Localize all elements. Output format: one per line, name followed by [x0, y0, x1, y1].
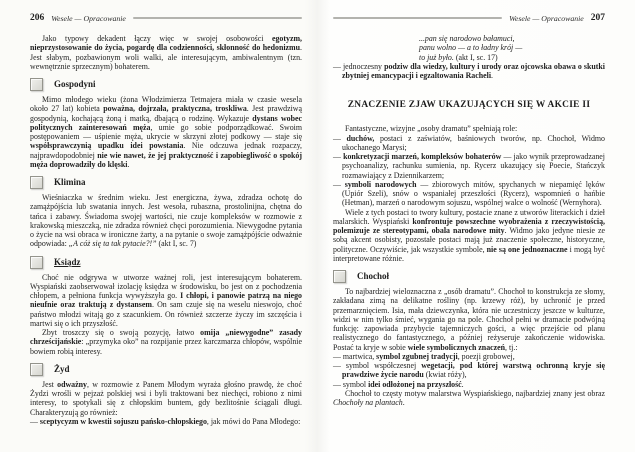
section-heading — [30, 176, 302, 189]
section-title: Klimina — [54, 177, 86, 188]
verse-quote — [419, 34, 605, 62]
header-rule-left — [133, 17, 302, 20]
bullet-item: — konkretyzacji marzeń, kompleksów bohaterów — jako wynik przeprowadzanej psychoanalizy, rachunku sumienia, np. Rycerz ukazujący się Poecie, Stańczyk rozmawiający z Dziennikarzem; — [333, 152, 606, 180]
quote-line: panu wolno — a to ładny krój — — [419, 43, 523, 53]
section-title: Gospodyni — [54, 79, 96, 90]
paragraph: Wiele z tych postaci to twory kultury, postacie znane z utworów literackich i dzieł malarskich. Wyspiański konfrontuje powszechne wyobrażenia z rzeczywistością, polemizuje ze stereotypami, obala narodowe mity. Widmo jako jedyne niesie ze sobą akcent osobisty, pozostałe postaci mają już znaczenie społeczne, historyczne, polityczne. Oczywiście, jak wszystkie symbole, nie są one jednoznaczne i mogą być interpretowane różnie. — [333, 207, 606, 263]
running-title-right: Wesele — Opracowanie — [509, 13, 584, 23]
square-ornament-icon — [30, 256, 43, 269]
section-heading — [333, 270, 605, 283]
section-title: Chochoł — [357, 271, 390, 282]
chapter-heading: ZNACZENIE ZJAW UKAZUJĄCYCH SIĘ W AKCIE II — [347, 100, 591, 111]
paragraph: Jako typowy dekadent łączy więc w swojej osobowości egotyzm, nieprzystosowanie do życia, pogardę dla codzienności, skłonność do hedonizmu. Jest słabym, pozbawionym woli walki, ale interesującym, ambiwalentnym (tzn. wewnętrznie sprzecznym) bohaterem. — [30, 34, 302, 71]
bullet-item: — martwica, symbol zgubnej tradycji, poezji grobowej, — [333, 351, 515, 361]
section-heading — [30, 78, 302, 91]
running-title-left: Wesele — Opracowanie — [51, 13, 126, 23]
section-heading — [30, 256, 302, 269]
paragraph: Fantastyczne, wizyjne „osoby dramatu” spełniają role: — [345, 124, 518, 134]
bullet-item: — jednoczesny podziw dla wiedzy, kultury i urody oraz ojcowska obawa o skutki zbytniej emancypacji i egzaltowania Racheli. — [333, 61, 605, 80]
page-number-left: 206 — [30, 13, 45, 23]
section-title: Żyd — [54, 363, 70, 374]
square-ornament-icon — [30, 176, 43, 189]
bullet-item: — symboli narodowych — zbiorowych mitów, spychanych w niepamięć lęków (Upiór Szeli), snów o wspaniałej przeszłości (Rycerz), wspomnień o hańbie (Hetman), marzeń o narodowym sojuszu, wspólnej walce o wolność (Wernyhora). — [333, 179, 605, 208]
page-content-left — [30, 34, 302, 426]
bullet-item: — symbol współczesnej wegetacji, pod której warstwą ochronną kryje się prawdziwe życie narodu (kwiat róży), — [333, 361, 605, 380]
paragraph: Wieśniaczka w średnim wieku. Jest energiczna, żywa, zdradza ochotę do zamążpójścia lub swatania innych. Jest wesoła, rubaszna, prostolinijna, chętna do tańca i zabawy. Świadoma swojej wartości, nie czuje kompleksów w rozmowie z krakowską mieszczką, nie zdradza również chęci porozumienia. Niewygodne pytania o życie na wsi obraca w ironiczne żarty, a na pytanie o swoje zamążpójście odważnie odpowiada: „A cóż się ta tak pytacie?!” (akt I, sc. 7) — [30, 193, 302, 249]
bullet-item: — symbol idei odłożonej na przyszłość. — [333, 379, 464, 389]
page-right — [317, 0, 635, 452]
section-title: Ksiądz — [54, 256, 81, 267]
paragraph: Mimo młodego wieku (żona Włodzimierza Tetmajera miała w czasie wesela około 27 lat) kobieta poważna, dojrzała, praktyczna, troskliwa. Jest prawdziwą gospodynią, kochającą żoną i matką, dbającą o rodzinę. Wykazuje dystans wobec politycznych zainteresowań męża, umie go sobie podporządkować. Swoim postępowaniem — uśpienie męża, ukrycie w skrzyni złotej podkowy — staje się współsprawczynią upadku idei powstania. Nie odczuwa jednak rozpaczy, najprawdopodobniej nie wie nawet, że jej praktyczność i zapobiegliwość o spokój męża doprowadziły do klęski. — [30, 95, 302, 169]
bullet-item: — sceptycyzm w kwestii sojuszu pańsko-chłopskiego, jak mówi do Pana Młodego: — [30, 416, 301, 426]
bullet-item: — duchów, postaci z zaświatów, baśniowych tworów, np. Chochoł, Widmo ukochanego Marysi; — [333, 133, 605, 152]
square-ornament-icon — [333, 270, 346, 283]
header-rule-right — [333, 17, 502, 20]
paragraph: To najbardziej wieloznaczna z „osób dramatu”. Chochoł to konstrukcja ze słomy, zakładana zimą na delikatne rośliny (np. krzewy róż), by uchronić je przed przemarznięciem. Isia, mała dziewczynka, która nie uczestniczy jeszcze w kulturze, widzi w nim tylko śmieć, wygania go na pole. Chochoł pełni w dramacie podwójną funkcję: zapowiada przybycie tajemniczych gości, a więc przejście od planu realistycznego do fantastycznego, a później reżyseruje zakończenie widowiska. Postać ta kryje w sobie wiele symbolicznych znaczeń, tj.: — [333, 287, 605, 352]
paragraph: Zbyt troszczy się o swoją pozycję, łatwo omija „niewygodne” zasady chrześcijańskie: „przymyka oko” na rozpijanie przez karczmarza chłopów, wspólnie bowiem robią interesy. — [30, 328, 302, 356]
quote-line: ...pan się narodowo bałamuci, — [419, 34, 515, 43]
square-ornament-icon — [30, 363, 43, 376]
paragraph: Chochoł to częsty motyw malarstwa Wyspiańskiego, najbardziej znany jest obraz Chochoły na plantach. — [333, 388, 605, 407]
running-head-left — [30, 13, 302, 23]
page-number-right: 207 — [590, 13, 605, 23]
paragraph: Jest odważny, w rozmowie z Panem Młodym wyraża głośno prawdę, że choć Żydzi wrośli w pejzaż polskiej wsi i byli traktowani bez niechęci, robiono z nimi interesy, to spotykali się z chłopskim buntem, gdy bezlitośnie ściągali długi. Charakteryzują go również: — [30, 379, 303, 417]
section-heading — [30, 363, 302, 376]
quote-line: to już było. (akt I, sc. 17) — [419, 52, 498, 62]
running-head-right — [333, 13, 605, 23]
paragraph: Choć nie odgrywa w utworze ważnej roli, jest interesującym bohaterem. Wyspiański zaobserwował izolację księdza w środowisku, bo jest on z pochodzenia chłopem, a pełniona funkcja wywyższyła go. I chłopi, i panowie patrzą na niego nieufnie oraz traktują z dystansem. On sam czuje się na weselu nieswojo, choć państwo młodzi witają go z szacunkiem. On również szczerze życzy im szczęścia i martwi się o ich przyszłość. — [30, 272, 302, 328]
page-content-right — [333, 34, 605, 407]
square-ornament-icon — [30, 78, 43, 91]
